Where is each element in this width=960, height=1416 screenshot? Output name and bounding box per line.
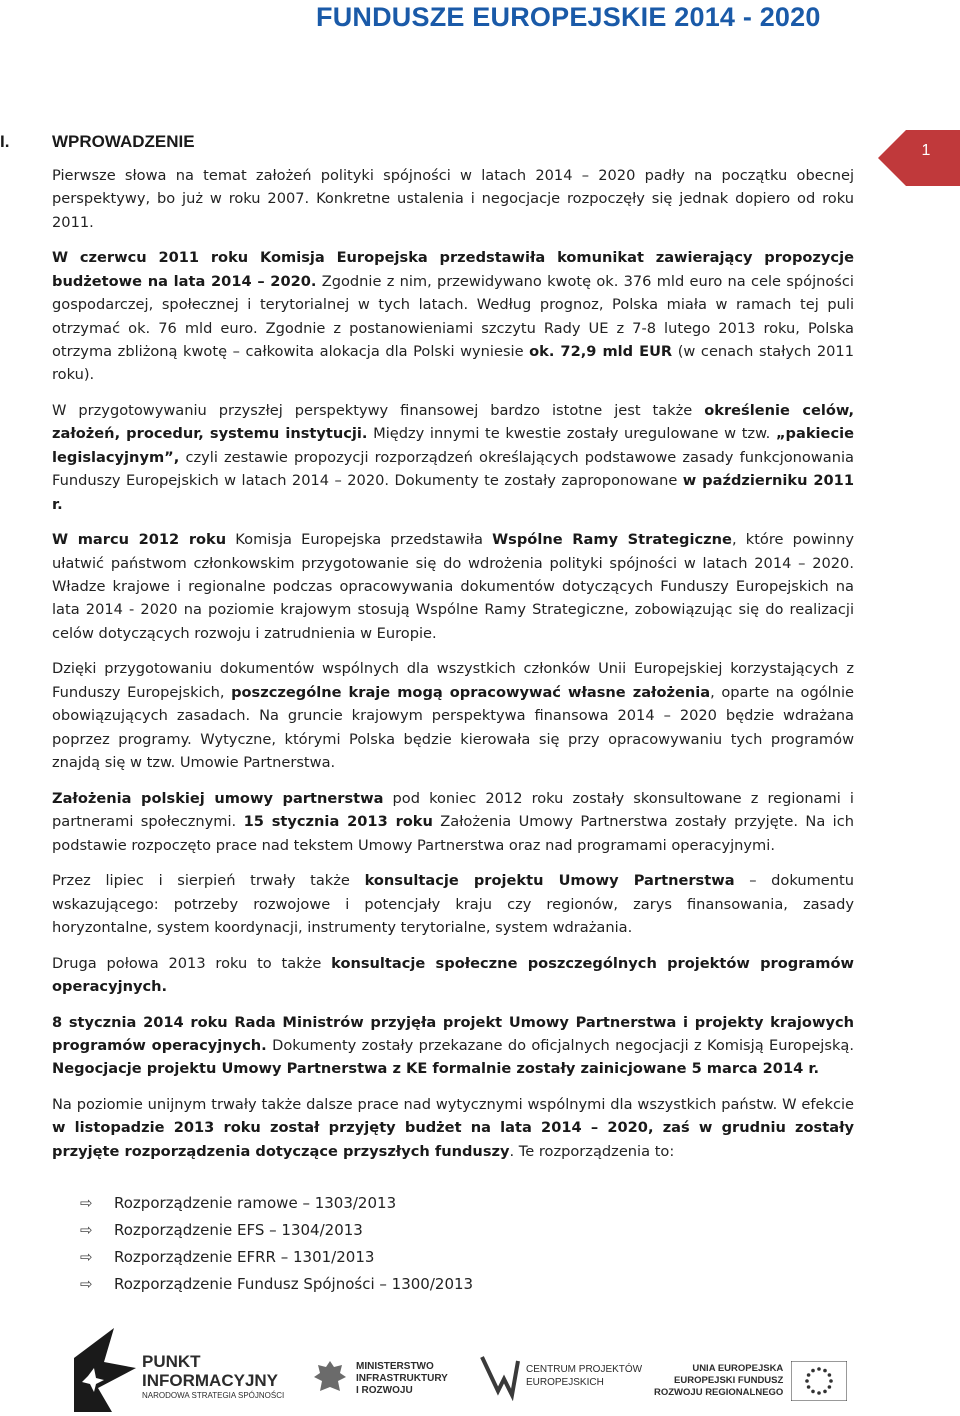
text: czyli zestawie propozycji rozporządzeń określających podstawowe zasady funkcjonowania Funduszy Europejskich w latach 2014 – 2020. Dokumenty te zostały zaproponowane	[52, 448, 854, 490]
ministry-logo-line1: MINISTERSTWO	[356, 1361, 434, 1372]
bold-text: w listopadzie 2013 roku został przyjęty budżet na lata 2014 – 2020, zaś w grudniu zostały przyjęte rozporządzenia dotyczące przyszłych funduszy	[52, 1119, 854, 1160]
text: (w cenach stałych 2011 roku).	[52, 343, 854, 384]
text: Pierwsze słowa na temat założeń polityki spójności w latach 2014 – 2020 padły na początku obecnej perspektywy, bo już w roku 2007. Konkretne ustalenia i negocjacje rozpoczęły się jednak dopiero od roku 2011.	[52, 167, 854, 231]
eagle-emblem-icon	[312, 1359, 348, 1399]
arrow-right-icon: ⇨	[80, 1221, 93, 1239]
bold-text: „pakiecie legislacyjnym”,	[52, 425, 854, 466]
paragraph-partnership-assumptions	[52, 787, 854, 857]
bold-text: 8 stycznia 2014 roku Rada Ministrów przyjęła projekt Umowy Partnerstwa i projekty krajowych programów operacyjnych.	[52, 1013, 854, 1054]
text: Druga połowa 2013 roku to także	[52, 954, 332, 972]
text: Dokumenty zostały przekazane do oficjalnych negocjacji z Komisją Europejską.	[266, 1036, 854, 1054]
page-number: 1	[921, 142, 931, 159]
eu-logo-line3: ROZWOJU REGIONALNEGO	[654, 1387, 784, 1398]
ministry-logo-line3: I ROZWOJU	[356, 1385, 413, 1396]
text: , które powinny ułatwić państwom członkowskim przygotowanie się do wdrożenia polityki spójności w latach 2014 – 2020. Władze krajowe i regionalne podczas opracowywania dokumentów dotyczących Funduszy Europejskich na lata 2014 - 2020 na poziomie krajowym stosują Wspólne Ramy Strategiczne, zobowiązując się do realizacji celów dotyczących rozwoju i zatrudnienia w Europie.	[52, 531, 854, 642]
text: . Te rozporządzenia to:	[509, 1142, 675, 1160]
list-item-text: Rozporządzenie EFRR – 1301/2013	[114, 1248, 375, 1266]
list-item	[52, 1217, 752, 1244]
bold-text: określenie celów, założeń, procedur, systemu instytucji.	[52, 402, 855, 443]
document-body	[52, 164, 854, 1175]
star-swirl-icon	[74, 1328, 136, 1412]
text: Zgodnie z nim, przewidywano kwotę ok. 376 mld euro na cele spójności gospodarczej, społecznej i terytorialnej w tych latach. Według prognoz, Polska miała w ramach tej puli otrzymać ok. 76 mld euro. Zgodnie z postanowieniami szczytu Rady UE z 7-8 lutego 2013 roku, Polska otrzyma zbliżoną kwotę – całkowita alokacja dla Polski wyniesie	[52, 272, 854, 361]
arrow-right-icon: ⇨	[80, 1248, 93, 1266]
punkt-logo-line3: NARODOWA STRATEGIA SPÓJNOŚCI	[142, 1390, 285, 1400]
footer-logos	[0, 1328, 960, 1416]
list-item	[52, 1190, 752, 1217]
paragraph-strategic-frameworks	[52, 528, 854, 645]
text: Komisja Europejska przedstawiła	[226, 531, 493, 549]
paragraph-legislative-package	[52, 399, 854, 516]
arrow-right-icon: ⇨	[80, 1275, 93, 1293]
list-item-text: Rozporządzenie EFS – 1304/2013	[114, 1221, 363, 1239]
ministry-logo-line2: INFRASTRUKTURY	[356, 1373, 448, 1384]
section-heading	[0, 132, 195, 152]
text: Między innymi te kwestie zostały uregulowane w tzw.	[367, 425, 776, 443]
paragraph-second-half-2013	[52, 952, 854, 999]
cpe-logo-line1: CENTRUM PROJEKTÓW	[526, 1364, 643, 1375]
bold-text: Założenia polskiej umowy partnerstwa	[52, 789, 384, 807]
text: Przez lipiec i sierpień trwały także	[52, 872, 365, 890]
bold-text: konsultacje społeczne poszczególnych projektów programów operacyjnych.	[52, 954, 854, 995]
eu-erdf-logo	[654, 1354, 854, 1408]
cpe-logo	[478, 1348, 648, 1404]
bold-text: ok. 72,9 mld EUR	[529, 343, 673, 361]
bold-text: Wspólne Ramy Strategiczne	[492, 531, 732, 549]
list-item-text: Rozporządzenie ramowe – 1303/2013	[114, 1194, 397, 1212]
bold-text: Negocjacje projektu Umowy Partnerstwa z KE formalnie zostały zainicjowane 5 marca 2014 r.	[52, 1060, 819, 1078]
paragraph-budget	[52, 246, 854, 386]
paragraph-eu-level	[52, 1093, 854, 1163]
eu-logo-line1: UNIA EUROPEJSKA	[692, 1363, 784, 1374]
list-item-text: Rozporządzenie Fundusz Spójności – 1300/2013	[114, 1275, 474, 1293]
section-number: I.	[0, 132, 10, 151]
bold-text: 15 stycznia 2013 roku	[243, 813, 433, 831]
list-item	[52, 1244, 752, 1271]
bold-text: w październiku 2011 r.	[52, 472, 854, 513]
arrow-right-icon: ⇨	[80, 1194, 93, 1212]
ministry-logo	[312, 1354, 482, 1404]
text: Założenia Umowy Partnerstwa zostały przyjęte. Na ich podstawie rozpoczęto prace nad tekstem Umowy Partnerstwa oraz nad programami operacyjnymi.	[52, 813, 854, 854]
text: Na poziomie unijnym trwały także dalsze prace nad wytycznymi wspólnymi dla wszystkich państw. W efekcie	[52, 1095, 854, 1113]
text: , oparte na ogólnie obowiązujących zasadach. Na gruncie krajowym perspektywa finansowa 2014 – 2020 będzie wdrażana poprzez programy. Wytyczne, którymi Polska będzie kierowała się przy opracowywaniu tych programów znajdą się w tzw. Umowie Partnerstwa.	[52, 683, 855, 772]
bold-text: konsultacje projektu Umowy Partnerstwa	[364, 872, 735, 890]
punkt-informacyjny-logo	[74, 1328, 314, 1412]
regulations-list	[52, 1190, 752, 1298]
paragraph-intro	[52, 164, 854, 234]
text: Dzięki przygotowaniu dokumentów wspólnych dla wszystkich członków Unii Europejskiej korzystających z Funduszy Europejskich,	[52, 660, 854, 701]
list-item	[52, 1271, 752, 1298]
bold-text: poszczególne kraje mogą opracowywać własne założenia	[231, 683, 711, 701]
eu-flag-icon	[791, 1361, 847, 1401]
cpe-swoosh-icon	[478, 1351, 522, 1401]
cpe-logo-line2: EUROPEJSKICH	[526, 1377, 604, 1388]
bold-text: W marcu 2012 roku	[52, 531, 227, 549]
punkt-logo-line2: INFORMACYJNY	[142, 1370, 279, 1390]
paragraph-council-of-ministers	[52, 1011, 854, 1081]
text: W przygotowywaniu przyszłej perspektywy finansowej bardzo istotne jest także	[52, 402, 705, 420]
text: pod koniec 2012 roku zostały skonsultowane z regionami i partnerami społecznymi.	[52, 789, 854, 831]
header-title: FUNDUSZE EUROPEJSKIE 2014 - 2020	[316, 2, 821, 32]
text: – dokumentu wskazującego: potrzeby rozwojowe i potencjały kraju czy regionów, zarys finansowania, zasady horyzontalne, system koordynacji, instrumenty terytorialne, system wdrażania.	[52, 872, 855, 936]
paragraph-common-documents	[52, 657, 854, 774]
bold-text: W czerwcu 2011 roku Komisja Europejska przedstawiła komunikat zawierający propozycje budżetowe na lata 2014 – 2020.	[52, 249, 854, 290]
section-title: WPROWADZENIE	[52, 132, 195, 151]
paragraph-consultations	[52, 869, 854, 939]
eu-logo-line2: EUROPEJSKI FUNDUSZ	[674, 1375, 784, 1386]
punkt-logo-line1: PUNKT	[142, 1351, 201, 1371]
